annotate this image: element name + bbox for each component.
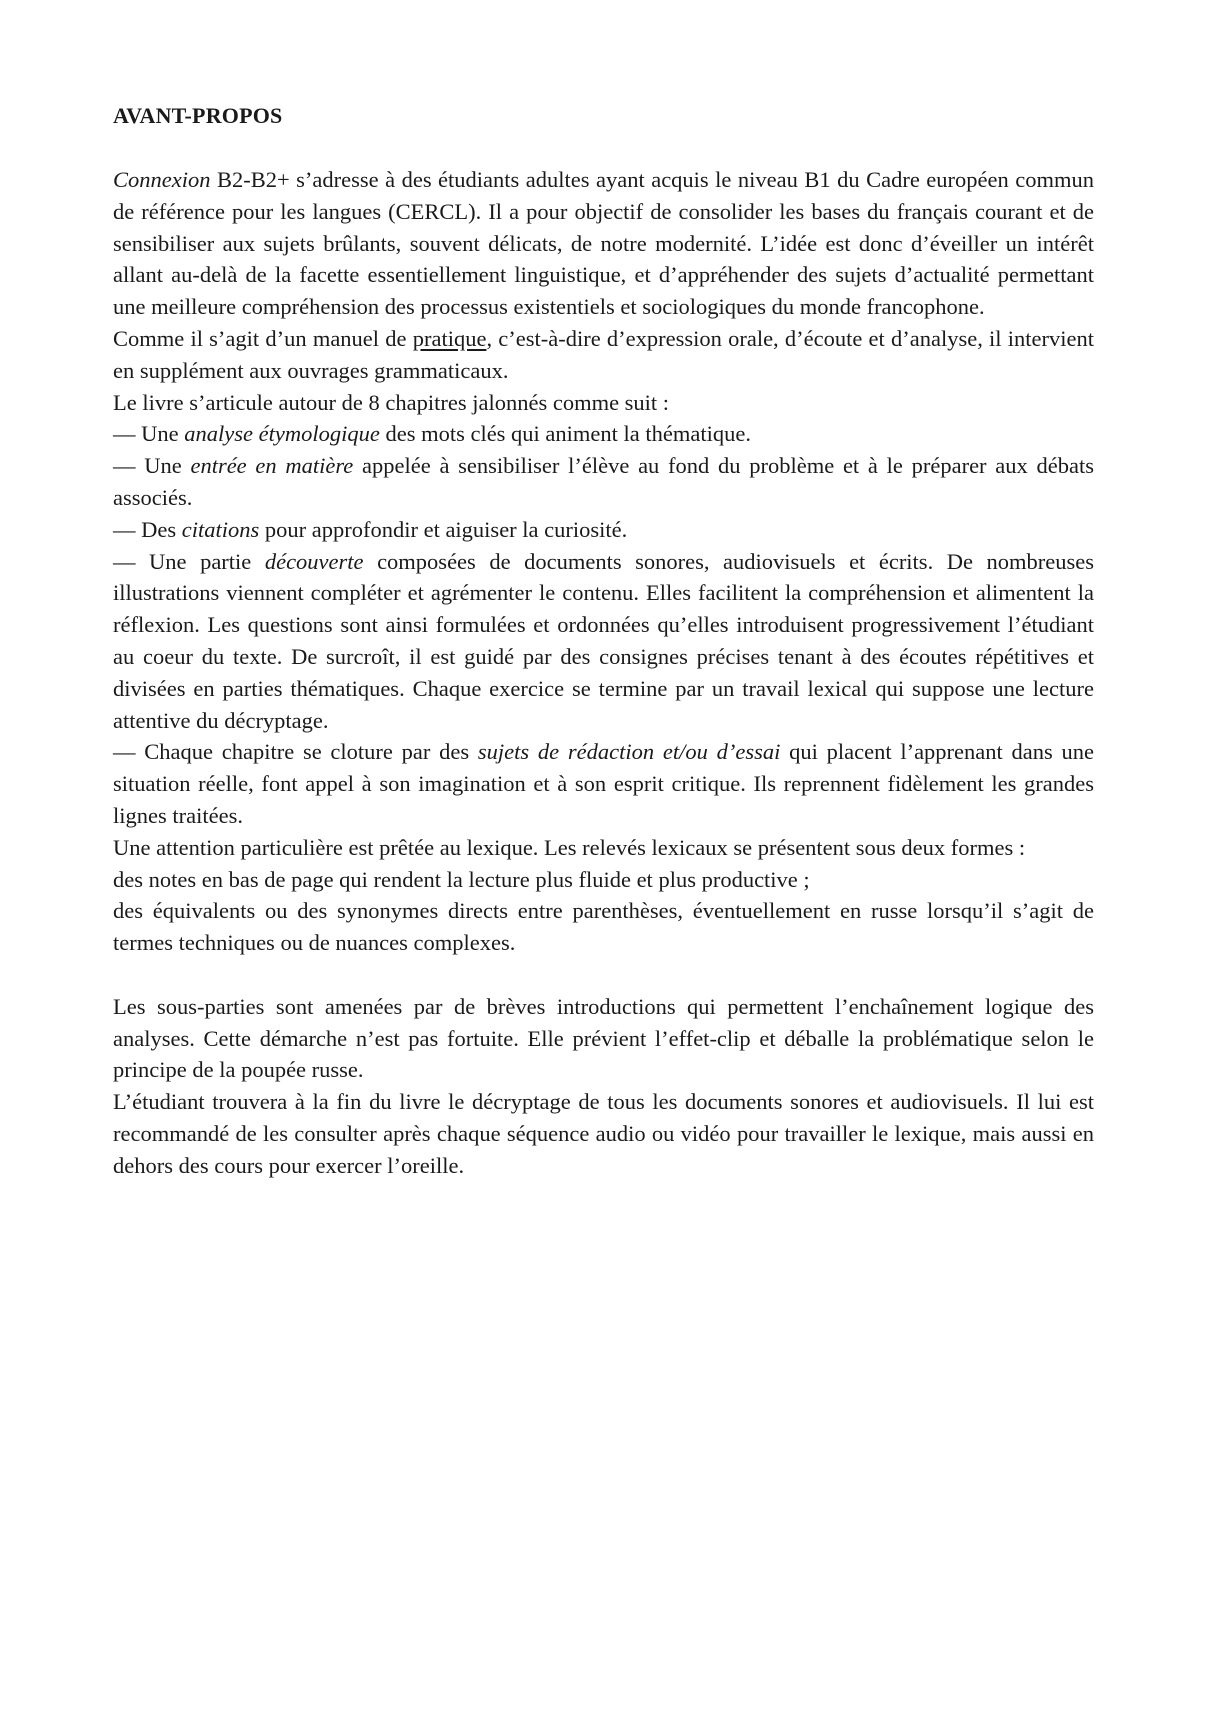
document-body bbox=[113, 164, 1094, 1182]
practice-paragraph: Comme il s’agit d’un manuel de pratique, c’est-à-dire d’expression orale, d’écoute et d’analyse, il intervient en supplément aux ouvrages grammaticaux. bbox=[113, 325, 1094, 383]
intro-paragraph: Connexion B2-B2+ s’adresse à des étudiants adultes ayant acquis le niveau B1 du Cadre européen commun de référence pour les langues (CERCL). Il a pour objectif de consolider les bases du français courant et de sensibiliser aux sujets brûlants, souvent délicats, de notre modernité. L’idée est donc d’éveiller un intérêt allant au-delà de la facette essentiellement linguistique, et d’appréhender des sujets d’actualité permettant une meilleure compréhension des processus existentiels et sociologiques du monde francophone. bbox=[113, 167, 1094, 320]
list-item: — Chaque chapitre se cloture par des sujets de rédaction et/ou d’essai qui placent l’apprenant dans une situation réelle, font appel à son imagination et à son esprit critique. Ils reprennent fidèlement les grandes lignes traitées. bbox=[113, 739, 1095, 828]
page-title: AVANT-PROPOS bbox=[113, 103, 283, 128]
list-item: — Une analyse étymologique des mots clés qui animent la thématique. bbox=[113, 421, 751, 447]
structure-paragraph: Le livre s’articule autour de 8 chapitres jalonnés comme suit : bbox=[113, 389, 670, 415]
lexicon-paragraph: Une attention particulière est prêtée au lexique. Les relevés lexicaux se présentent sous deux formes : bbox=[113, 834, 1026, 860]
decryption-paragraph: L’étudiant trouvera à la fin du livre le décryptage de tous les documents sonores et audiovisuels. Il lui est recommandé de les consulter après chaque séquence audio ou vidéo pour travailler le lexique, mais aussi en dehors des cours pour exercer l’oreille. bbox=[113, 1089, 1094, 1178]
underlined-word: pratique bbox=[412, 325, 487, 351]
lexicon-form-equivalents: des équivalents ou des synonymes directs entre parenthèses, éventuellement en russe lorsqu’il s’agit de termes techniques ou de nuances complexes. bbox=[113, 898, 1094, 956]
subparts-paragraph: Les sous-parties sont amenées par de brèves introductions qui permettent l’enchaînement logique des analyses. Cette démarche n’est pas fortuite. Elle prévient l’effet-clip et déballe la problématique selon le principe de la poupée russe. bbox=[113, 993, 1094, 1083]
list-item: — Une entrée en matière appelée à sensibiliser l’élève au fond du problème et à le préparer aux débats associés. bbox=[113, 453, 1094, 510]
lexicon-form-notes: des notes en bas de page qui rendent la lecture plus fluide et plus productive ; bbox=[113, 866, 810, 892]
list-item: — Une partie découverte composées de documents sonores, audiovisuels et écrits. De nombreuses illustrations viennent compléter et agrémenter le contenu. Elles facilitent la compréhension et alimentent la réflexion. Les questions sont ainsi formulées et ordonnées qu’elles introduisent progressivement l’étudiant au coeur du texte. De surcroît, il est guidé par des consignes précises tenant à des écoutes répétitives et divisées en parties thématiques. Chaque exercice se termine par un travail lexical qui suppose une lecture attentive du décryptage. bbox=[113, 548, 1094, 733]
list-item: — Des citations pour approfondir et aiguiser la curiosité. bbox=[113, 516, 628, 542]
book-title-italic: Connexion bbox=[113, 167, 211, 192]
